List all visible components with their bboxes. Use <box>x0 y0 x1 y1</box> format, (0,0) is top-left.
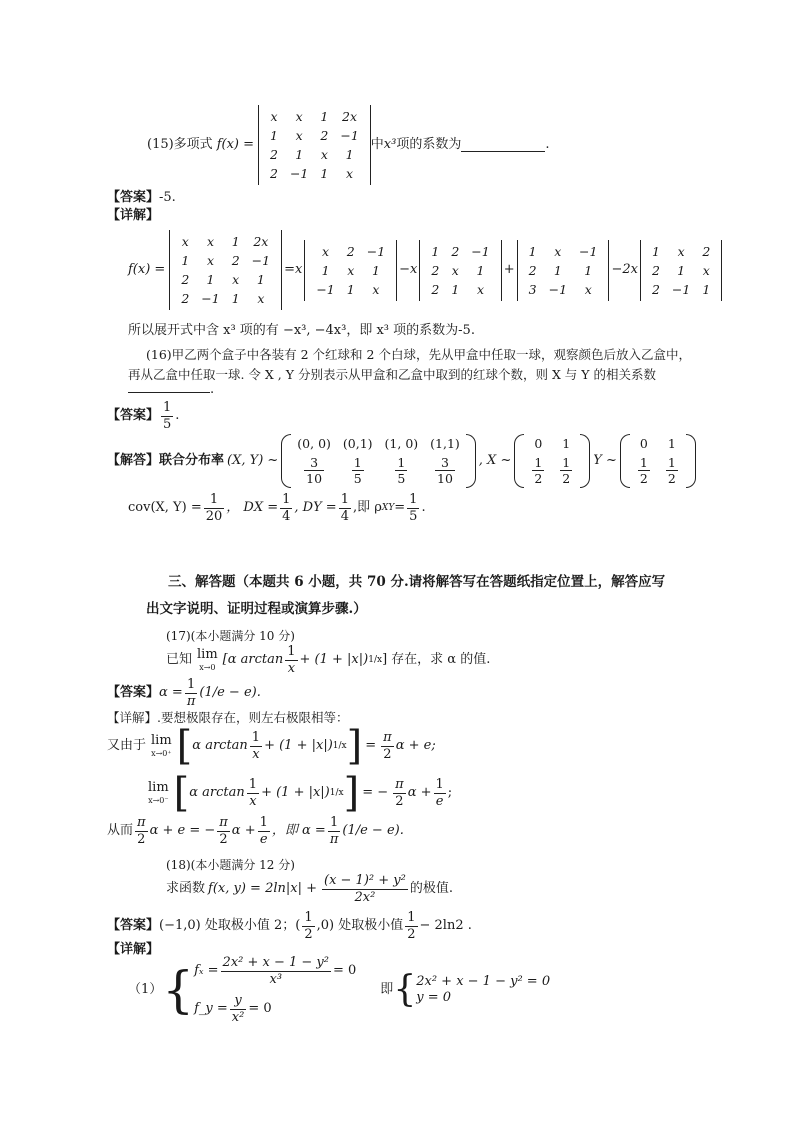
q15-detail-label: 【详解】 <box>107 208 160 223</box>
margx-prob: $\frac{1}{2}$ <box>534 455 543 486</box>
minor1-cell: 1 <box>371 262 380 278</box>
q15-det-row <box>264 164 365 183</box>
q17-detail: 【详解】.要想极限存在，则左右极限相等： <box>107 710 349 725</box>
q15-label: (15)多项式 <box>147 137 213 153</box>
q16-sol-label: 【解答】联合分布率 <box>107 453 225 469</box>
minor1-cell: 1 <box>321 262 330 278</box>
minor2-cell: 2 <box>431 262 440 278</box>
minor3-cell: 1 <box>528 243 537 259</box>
q17-final-mid2: α + <box>231 823 256 839</box>
q15-det-cell: 2 <box>320 128 329 143</box>
q15-det2-cell: 1 <box>231 291 240 306</box>
q17-frac <box>285 644 297 676</box>
joint-prob: $\frac{1}{5}$ <box>397 455 406 486</box>
q17-rl-exp: 1/x <box>332 740 347 751</box>
q15-det-cell: −1 <box>289 166 309 181</box>
q18-frac <box>322 873 408 905</box>
q17-f-pi-b: π <box>219 814 228 830</box>
q15-det2-cell: 2 <box>181 272 190 287</box>
q15-conclusion: 所以展开式中含 x³ 项的有 −x³, −4x³，即 x³ 项的系数为-5. <box>128 323 475 338</box>
q17-rl-two: 2 <box>383 746 392 762</box>
q17-left-limit: lim x→0⁻ [ α arctan $\frac{1}{x}$ + (1 + |x|) 1/x ] = − $\frac{\pi}{2}$ α + $\frac{1}{e}$ ; <box>148 770 453 816</box>
q16-dx: ， DX = <box>226 500 279 516</box>
minor3-cell: x <box>584 281 592 297</box>
q16-joint-dist <box>281 434 476 488</box>
q18-fx-frac <box>221 955 331 987</box>
q17-answer-alpha: α = <box>159 685 183 701</box>
q15-det2-cell: −1 <box>201 291 220 306</box>
q17-statement <box>166 642 490 678</box>
minor4-cell: −1 <box>671 281 691 297</box>
minor1-cell: x <box>372 281 380 297</box>
q16-xy: (X, Y) ~ <box>227 453 279 469</box>
q17-lim-plus-word: lim <box>151 733 172 749</box>
q17-exp: 1/x <box>368 654 383 665</box>
q15-minor-4 <box>640 240 722 301</box>
q15-det2-cell: x <box>181 234 189 249</box>
q18-answer-mid: ,0) 处取极小值 <box>316 918 404 934</box>
dy-num: 1 <box>340 491 349 507</box>
q15-op3: −2x <box>611 262 638 278</box>
q17-lim-sub: x→0 <box>199 663 216 672</box>
q17-answer-frac <box>185 677 198 709</box>
q17-right-pre: 又由于 <box>107 738 147 754</box>
q15-expansion <box>128 230 722 310</box>
minor3-cell: 3 <box>528 281 537 297</box>
q16-xdist: , X ~ <box>478 453 512 469</box>
minor1-cell: −1 <box>316 281 335 297</box>
q18-half <box>302 910 314 942</box>
q18-fy-num: y <box>230 993 247 1010</box>
minor4-cell: 2 <box>651 281 660 297</box>
q16-rho: ,即 ρ <box>352 500 382 516</box>
dx-num: 1 <box>282 491 291 507</box>
q15-det2-cell: x <box>206 234 215 249</box>
q18-half-num: 1 <box>304 909 313 925</box>
minor2-row <box>425 242 495 261</box>
joint-value: (0,1) <box>342 436 373 451</box>
q18-fy-den: x² <box>231 1009 245 1025</box>
q15-det2-cell: x <box>232 272 240 287</box>
q18-fn: f(x, y) = 2ln|x| + <box>208 881 317 897</box>
q16-x-marginal <box>514 434 590 488</box>
minor3-row <box>523 280 604 299</box>
minor3-cell: x <box>554 243 562 259</box>
q15-f2: f(x) = <box>128 262 166 278</box>
q17-ll-1e <box>434 777 446 809</box>
q18-fy: f_y = <box>194 1001 228 1017</box>
q18-fx-eq0: = 0 <box>333 963 357 979</box>
q15-det-cell: 1 <box>320 109 329 124</box>
q15-answer-blank <box>461 139 545 152</box>
q15-det-cell: 2x <box>342 109 358 124</box>
q16-line1: (16)甲乙两个盒子中各装有 2 个红球和 2 个白球，先从甲盒中任取一球，观察颜色后放入乙盒中， <box>146 347 691 362</box>
q17-lim <box>195 647 220 672</box>
minor3-cell: 1 <box>584 262 593 278</box>
q15-det2-cell: 1 <box>231 234 240 249</box>
q17-ll-two: 2 <box>395 793 404 809</box>
q15-op2: + <box>503 262 515 278</box>
cov-den: 20 <box>205 508 223 524</box>
q15-det-cell: 1 <box>320 166 329 181</box>
q18-stmt-pre: 求函数 <box>166 881 206 897</box>
q18-fx-num: 2x² + x − 1 − y² <box>222 954 329 970</box>
q17-ll-pi2 <box>393 777 406 809</box>
q17-ll-frac <box>247 777 259 809</box>
q17-f-1: 1 <box>259 814 268 830</box>
q15-tail: 项的系数为 <box>396 137 462 153</box>
q15-det-cell: −1 <box>340 128 359 143</box>
q17-title: (17)(本小题满分 10 分) <box>166 629 295 643</box>
q17-f-pi-c: π <box>329 831 339 847</box>
q15-det-cell: x <box>346 166 354 181</box>
margy-prob: $\frac{1}{2}$ <box>667 455 676 486</box>
q15-det-main <box>169 230 282 310</box>
q17-answer-label: 【答案】 <box>107 685 160 701</box>
q16-line2: 再从乙盒中任取一球. 令 X , Y 分别表示从甲盒和乙盒中取到的红球个数，则 X 与 Y 的相关系数 <box>128 367 657 382</box>
margy-value: 1 <box>667 436 676 451</box>
q15-op1: −x <box>399 262 418 278</box>
minor3-cell: −1 <box>548 281 568 297</box>
q15-det-cell: x <box>295 109 303 124</box>
q17-stmt-pre: 已知 <box>166 652 193 668</box>
minor4-cell: x <box>702 262 710 278</box>
q18-step: （1） <box>128 982 163 998</box>
joint-value: (1, 0) <box>384 436 419 451</box>
rho-den: 5 <box>409 508 418 524</box>
q17-f-two-b: 2 <box>219 831 228 847</box>
q17-lim-word: lim <box>197 647 218 663</box>
q18-num: (x − 1)² + y² <box>324 872 406 888</box>
q16-solution <box>107 428 696 494</box>
q15-det-row <box>264 126 365 145</box>
minor2-cell: 2 <box>431 281 440 297</box>
q18-step1: （1） { fₓ = $\frac{\text{2x² + x − 1 − y²}}{\text{x³}}$ = 0 f_y = $\frac{y}{\text{x²}}$ = 0 即 { 2x² + x − 1 − y² = 0 y = 0 <box>128 950 550 1030</box>
q17-br: ] <box>382 652 388 668</box>
q17-ans-den: π <box>186 693 196 709</box>
minor1-cell: x <box>347 262 355 278</box>
q17-f-two-a: 2 <box>137 831 146 847</box>
q17-body-pre: [α arctan <box>222 652 284 668</box>
dx-den: 4 <box>282 508 291 524</box>
minor1-cell: 2 <box>346 243 355 259</box>
q17-ll-body: + (1 + |x|) <box>261 785 330 801</box>
q17-f-pi2b <box>217 815 230 847</box>
minor4-cell: 1 <box>702 281 711 297</box>
q15-det-cell: 2 <box>270 147 278 162</box>
q16-answer-num: 1 <box>163 399 172 415</box>
q16-answer-blank: . <box>128 380 214 398</box>
q17-ll-1: 1 <box>435 776 444 792</box>
joint-prob: $\frac{3}{10}$ <box>437 455 453 486</box>
q15-determinant <box>258 105 371 185</box>
q17-lim-minus-sub: x→0⁻ <box>148 796 169 805</box>
q17-frac-den: x <box>287 660 296 676</box>
q18-ji: 即 <box>380 982 394 998</box>
minor4-row <box>646 242 716 261</box>
minor3-cell: 1 <box>553 262 562 278</box>
q17-rl-eq: = <box>365 738 377 754</box>
minor4-cell: 2 <box>702 243 711 259</box>
q18-title: (18)(本小题满分 12 分) <box>166 858 295 872</box>
minor1-row <box>310 280 391 299</box>
margx-value: 1 <box>562 436 571 451</box>
q15-det-cell: 1 <box>270 128 278 143</box>
minor2-cell: −1 <box>471 243 490 259</box>
q17-f-e: e <box>259 831 268 847</box>
q16-ydist: Y ~ <box>593 453 617 469</box>
q17-final-mid1: α + e = − <box>149 823 216 839</box>
q15-answer-label: 【答案】 <box>107 190 160 205</box>
q16-rho-sub: XY <box>381 502 395 513</box>
q17-f-pi-a: π <box>137 814 146 830</box>
minor4-row <box>646 280 716 299</box>
q15-det-row <box>264 145 365 164</box>
minor3-row <box>523 242 604 261</box>
q18-answer-pre: (−1,0) 处取极小值 2；( <box>159 918 301 934</box>
q15-det-cell: 2 <box>270 166 278 181</box>
minor2-row <box>425 261 495 280</box>
q18-answer-tail: − 2ln2 . <box>419 918 472 934</box>
q16-answer-den: 5 <box>163 416 172 432</box>
q15-det-cell: x <box>270 109 278 124</box>
q17-rl-body: + (1 + |x|) <box>264 738 333 754</box>
q18-answer <box>107 908 472 944</box>
minor4-cell: x <box>677 243 685 259</box>
q15-det2-cell: 1 <box>181 253 190 268</box>
q17-rl-pi: π <box>383 729 392 745</box>
q17-left-end: ; <box>447 785 453 801</box>
q15-answer-value: -5. <box>159 190 176 205</box>
margx-prob: $\frac{1}{2}$ <box>562 455 571 486</box>
dy-den: 4 <box>340 508 349 524</box>
q15-det2-cell: 2 <box>181 291 190 306</box>
q16-answer-label: 【答案】 <box>107 408 160 424</box>
q17-final <box>107 812 404 850</box>
q16-rho-frac <box>407 492 419 524</box>
section3-heading-line2: 出文字说明、证明过程或演算步骤.） <box>146 601 367 617</box>
q17-left-tail: α + <box>407 785 432 801</box>
q18-statement <box>166 870 453 908</box>
margy-prob: $\frac{1}{2}$ <box>639 455 648 486</box>
q18-half2 <box>405 910 417 942</box>
q18-fx: fₓ = <box>194 963 219 979</box>
q18-sys1: 2x² + x − 1 − y² = 0 <box>416 974 551 990</box>
joint-value: (1,1) <box>430 436 460 451</box>
joint-prob: $\frac{3}{10}$ <box>306 455 323 486</box>
q17-final-pre: 从而 <box>107 823 134 839</box>
q17-answer <box>107 675 261 711</box>
q15-det2-cell: −1 <box>251 253 271 268</box>
q18-sys2: y = 0 <box>416 990 451 1005</box>
margx-value: 0 <box>534 436 543 451</box>
q15-det2-cell: 1 <box>206 272 215 287</box>
q15-statement <box>147 105 550 185</box>
q17-stmt-post: 存在，求 α 的值. <box>391 652 491 668</box>
q15-minor-1 <box>304 240 397 301</box>
q17-ll-num: 1 <box>248 776 258 792</box>
minor3-row <box>523 261 604 280</box>
q15-det2-row <box>175 232 276 251</box>
minor1-row <box>310 261 391 280</box>
minor4-row <box>646 261 716 280</box>
q15-minor-2 <box>419 240 501 301</box>
minor2-cell: x <box>451 262 459 278</box>
q17-rl-frac <box>250 730 262 762</box>
margy-value: 0 <box>639 436 648 451</box>
q18-fx-den: x³ <box>269 971 283 987</box>
q15-det2-cell: x <box>257 291 265 306</box>
q17-ll-eq: = − <box>362 785 389 801</box>
q17-rl-pi2 <box>381 730 394 762</box>
minor1-cell: 1 <box>346 281 355 297</box>
q17-lim-minus <box>146 780 171 805</box>
q16-dy-frac <box>339 492 351 524</box>
minor1-row <box>310 242 391 261</box>
q18-fy-frac <box>230 993 247 1025</box>
q15-end: . <box>545 137 550 153</box>
q15-answer <box>107 190 176 206</box>
joint-prob: $\frac{1}{5}$ <box>353 455 362 486</box>
q17-f-1b: 1 <box>328 815 341 832</box>
minor2-cell: x <box>476 281 485 297</box>
joint-value: (0, 0) <box>297 436 331 451</box>
q18-half2-den: 2 <box>407 926 416 942</box>
q16-stats: cov(X, Y) = $\frac{1}{20}$ ， DX = $\frac{1}{4}$ , DY = $\frac{1}{4}$ ,即 ρ XY = $\frac{1}{5}$ . <box>128 491 426 524</box>
q18-detail-label: 【详解】 <box>107 942 160 957</box>
q15-after: 中 <box>370 137 384 153</box>
q17-f-1e <box>258 815 270 847</box>
q16-y-marginal <box>620 434 696 488</box>
q18-fy-eq0: = 0 <box>248 1001 272 1017</box>
q18-stmt-post: 的极值. <box>409 881 453 897</box>
minor1-cell: −1 <box>366 243 386 259</box>
q17-final-end: (1/e − e). <box>342 823 404 839</box>
minor4-cell: 1 <box>651 243 660 259</box>
q17-rl-den: x <box>252 746 260 762</box>
q17-lim-plus-sub: x→0⁺ <box>151 749 172 758</box>
q15-det2-cell: 1 <box>256 272 265 287</box>
q15-det2-row <box>175 270 276 289</box>
q15-det2-cell: x <box>206 253 215 268</box>
section3-heading-line1: 三、解答题（本题共 6 小题，共 70 分.请将解答写在答题纸指定位置上，解答应写 <box>168 574 666 590</box>
q17-f-pi2a <box>135 815 148 847</box>
q17-right-limit: 又由于 lim x→0⁺ [ α arctan $\frac{1}{x}$ + (1 + |x|) 1/x ] = $\frac{\pi}{2}$ α + e; <box>107 723 436 769</box>
q15-det2-cell: 2x <box>253 234 269 249</box>
q15-det-row <box>264 107 365 126</box>
q18-half2-num: 1 <box>407 909 416 925</box>
q17-answer-tail: (1/e − e). <box>199 685 261 701</box>
minor1-cell: x <box>322 243 330 259</box>
q17-f-1pi <box>328 815 341 847</box>
minor3-cell: 2 <box>528 262 537 278</box>
q15-det2-row <box>175 289 276 308</box>
q17-right-tail: α + e; <box>395 738 436 754</box>
q17-ll-e: e <box>435 793 444 809</box>
minor4-cell: 1 <box>677 262 686 278</box>
q15-f: f(x) = <box>216 137 254 153</box>
minor2-cell: 1 <box>431 243 440 259</box>
q18-system-b <box>416 974 550 1005</box>
q16-answer: 【答案】 $\frac{1}{5}$ . <box>107 399 180 432</box>
q17-lim-plus <box>149 733 174 758</box>
q17-frac-num: 1 <box>287 643 296 659</box>
q17-rl-num: 1 <box>251 729 261 745</box>
q17-lim-minus-word: lim <box>148 780 169 796</box>
q18-answer-label: 【答案】 <box>107 918 160 934</box>
q15-x3: x³ <box>383 137 397 153</box>
q18-half-den: 2 <box>304 926 313 942</box>
q15-det-cell: x <box>295 128 303 143</box>
minor2-cell: 1 <box>451 281 460 297</box>
q18-system-a <box>194 952 356 1028</box>
q17-ll-pi: π <box>395 776 404 792</box>
q15-det-cell: 1 <box>345 147 354 162</box>
minor2-cell: 1 <box>476 262 485 278</box>
q15-minor-3 <box>517 240 610 301</box>
cov-num: 1 <box>204 492 225 509</box>
q17-body-post: + (1 + |x|) <box>299 652 369 668</box>
q16-cov-frac <box>204 492 225 524</box>
minor2-row <box>425 280 495 299</box>
minor3-cell: −1 <box>579 243 598 259</box>
q15-det-cell: x <box>320 147 328 162</box>
minor4-cell: 2 <box>651 262 660 278</box>
q16-cov: cov(X, Y) = <box>128 500 202 516</box>
q17-ans-num: 1 <box>185 677 198 694</box>
minor2-cell: 2 <box>451 243 460 259</box>
q15-det-cell: 1 <box>295 147 304 162</box>
q15-eq: =x <box>284 262 303 278</box>
q18-den: 2x² <box>354 889 376 905</box>
rho-num: 1 <box>409 491 418 507</box>
q15-det2-row <box>175 251 276 270</box>
q17-final-mid3: ，即 α = <box>271 823 326 839</box>
q15-det2-cell: 2 <box>231 253 240 268</box>
q17-ll-exp: 1/x <box>329 787 344 798</box>
q16-rho-eq: = <box>394 500 406 516</box>
q16-dx-frac <box>280 492 292 524</box>
q16-dy: , DY = <box>294 500 337 516</box>
q17-ll-den: x <box>249 793 257 809</box>
